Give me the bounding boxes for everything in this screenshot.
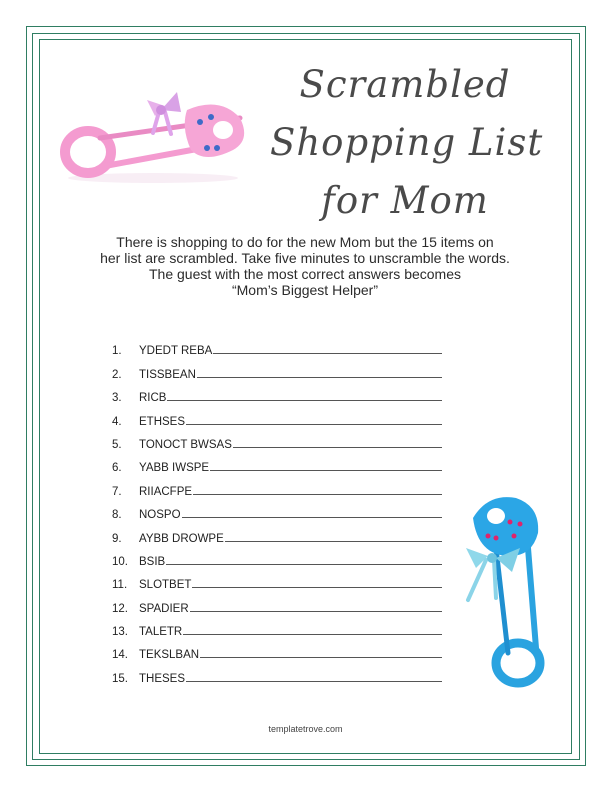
- title-line-3: for Mom: [321, 179, 489, 222]
- pink-safety-pin-image: [55, 78, 250, 188]
- list-item: [112, 568, 442, 591]
- item-number: 10.: [112, 555, 128, 568]
- instructions-line-3: The guest with the most correct answers becomes: [148, 266, 462, 282]
- list-item: [112, 615, 442, 638]
- scrambled-word: RIIACFPE: [139, 485, 193, 498]
- item-number: 15.: [112, 672, 128, 685]
- instructions-line-2: her list are scrambled. Take five minutes to unscramble the words.: [100, 250, 510, 266]
- scrambled-word: SPADIER: [139, 602, 189, 615]
- instructions: [90, 234, 520, 298]
- item-number: 5.: [112, 438, 122, 451]
- item-number: 14.: [112, 649, 128, 662]
- list-item: [112, 498, 442, 521]
- answer-line[interactable]: [182, 516, 442, 518]
- scrambled-word: YABB IWSPE: [139, 462, 210, 475]
- item-number: 7.: [112, 485, 122, 498]
- item-number: 2.: [112, 368, 122, 381]
- scrambled-word: TONOCT BWSAS: [139, 438, 232, 451]
- item-number: 11.: [112, 579, 128, 592]
- item-number: 4.: [112, 415, 122, 428]
- item-number: 1.: [112, 345, 122, 358]
- page-title: [270, 56, 544, 230]
- list-item: [112, 521, 442, 544]
- scrambled-word: TEKSLBAN: [139, 649, 200, 662]
- answer-line[interactable]: [186, 680, 442, 682]
- answer-line[interactable]: [225, 540, 442, 542]
- answer-line[interactable]: [192, 586, 442, 588]
- scrambled-word: NOSPO: [139, 509, 181, 522]
- list-item: [112, 638, 442, 661]
- list-item: [112, 451, 442, 474]
- item-number: 13.: [112, 626, 128, 639]
- item-number: 6.: [112, 462, 122, 475]
- scrambled-word-list: [112, 334, 442, 685]
- scrambled-word: SLOTBET: [139, 579, 192, 592]
- list-item: [112, 661, 442, 684]
- instructions-line-4: “Mom’s Biggest Helper”: [231, 282, 378, 298]
- list-item: [112, 381, 442, 404]
- item-number: 3.: [112, 392, 122, 405]
- instructions-line-1: There is shopping to do for the new Mom but the 15 items on: [116, 234, 494, 250]
- scrambled-word: RICB: [139, 392, 167, 405]
- item-number: 8.: [112, 509, 122, 522]
- blue-safety-pin-image: [448, 488, 558, 688]
- title-line-1: Scrambled: [299, 63, 511, 106]
- answer-line[interactable]: [166, 563, 442, 565]
- list-item: [112, 545, 442, 568]
- item-number: 9.: [112, 532, 122, 545]
- title-line-2: Shopping List: [270, 121, 544, 164]
- scrambled-word: AYBB DROWPE: [139, 532, 224, 545]
- answer-line[interactable]: [183, 633, 442, 635]
- answer-line[interactable]: [190, 610, 442, 612]
- answer-line[interactable]: [186, 423, 442, 425]
- answer-line[interactable]: [210, 469, 442, 471]
- answer-line[interactable]: [213, 352, 442, 354]
- list-item: [112, 474, 442, 497]
- list-item: [112, 591, 442, 614]
- scrambled-word: TISSBEAN: [139, 368, 196, 381]
- scrambled-word: YDEDT REBA: [139, 345, 213, 358]
- scrambled-word: TALETR: [139, 626, 183, 639]
- scrambled-word: BSIB: [139, 555, 166, 568]
- answer-line[interactable]: [193, 493, 442, 495]
- list-item: [112, 428, 442, 451]
- scrambled-word: THESES: [139, 672, 186, 685]
- list-item: [112, 357, 442, 380]
- list-item: [112, 334, 442, 357]
- scrambled-word: ETHSES: [139, 415, 186, 428]
- list-item: [112, 404, 442, 427]
- answer-line[interactable]: [197, 376, 442, 378]
- answer-line[interactable]: [200, 656, 442, 658]
- item-number: 12.: [112, 602, 128, 615]
- answer-line[interactable]: [167, 399, 442, 401]
- answer-line[interactable]: [233, 446, 442, 448]
- footer-credit: templatetrove.com: [268, 724, 343, 734]
